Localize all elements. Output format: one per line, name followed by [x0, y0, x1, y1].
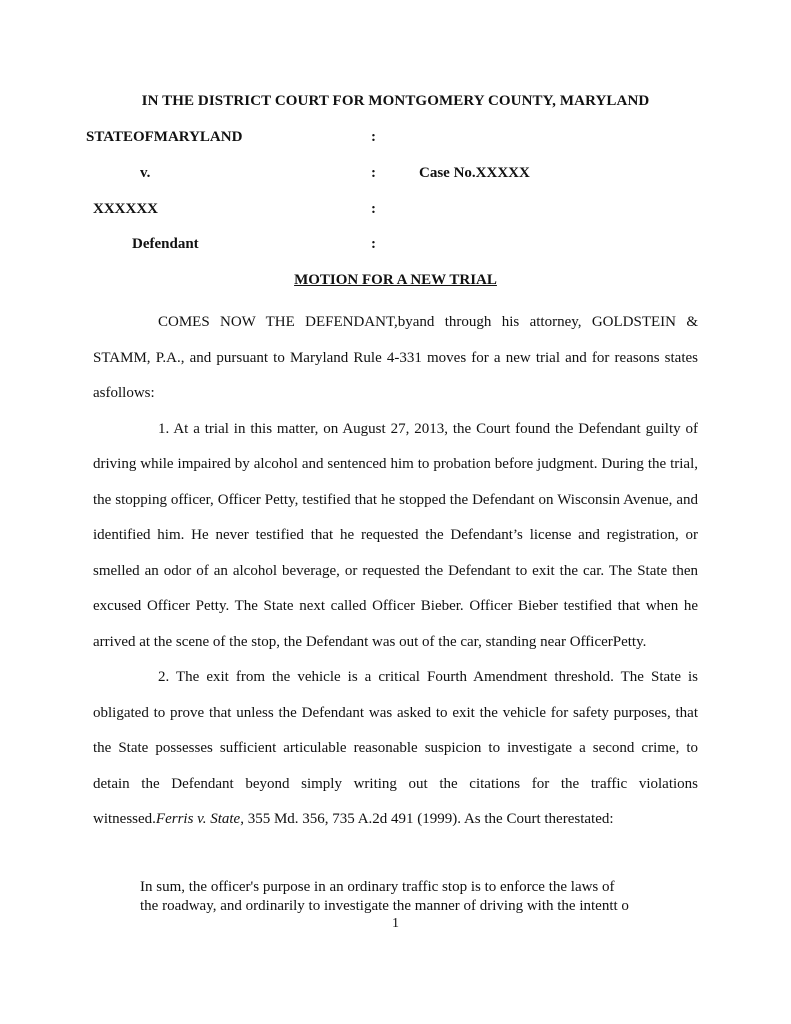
caption-separator: :	[371, 165, 376, 181]
case-number: Case No.XXXXX	[419, 165, 530, 181]
page-number: 1	[392, 916, 399, 931]
caption-row-defendant-label	[0, 236, 791, 256]
caption-row-defendant	[0, 201, 791, 221]
versus-label: v.	[140, 165, 151, 181]
caption-row-plaintiff	[0, 129, 791, 149]
paragraph-1: 1. At a trial in this matter, on August 27, 2013, the Court found the Defendant guilty of driving while impaired by alcohol and sentenced him to probation before judgment. During the trial, the stopping officer, Officer Petty, testified that he stopped the Defendant on Wisconsin Avenue, and identified him. He never testified that he requested the Defendant’s license and registration, or smelled an odor of an alcohol beverage, or requested the Defendant to exit the car. The State then excused Officer Petty. The State next called Officer Bieber. Officer Bieber testified that when he arrived at the scene of the stop, the Defendant was out of the car, standing near OfficerPetty.	[93, 420, 698, 650]
motion-body	[93, 305, 698, 838]
paragraph-2	[93, 660, 698, 838]
defendant-label: Defendant	[132, 236, 199, 252]
intro-paragraph: COMES NOW THE DEFENDANT,byand through his attorney, GOLDSTEIN & STAMM, P.A., and pursuant to Maryland Rule 4-331 moves for a new trial and for reasons states asfollows:	[93, 314, 698, 401]
paragraph-2-text: 2. The exit from the vehicle is a critical Fourth Amendment threshold. The State is obligated to prove that unless the Defendant was asked to exit the vehicle for safety purposes, that the State possesses sufficient articulable reasonable suspicion to investigate a second crime, to detain the Defendant beyond simply writing out the citations for the traffic violations witnessed.	[93, 669, 698, 827]
plaintiff-name: STATEOFMARYLAND	[86, 129, 243, 145]
quote-line-2: the roadway, and ordinarily to investigate the manner of driving with the intentt o	[140, 898, 629, 914]
caption-separator: :	[371, 236, 376, 252]
case-citation: Ferris v. State	[155, 811, 241, 827]
caption-separator: :	[371, 129, 376, 145]
motion-title: MOTION FOR A NEW TRIAL	[294, 272, 497, 288]
caption-row-versus	[0, 165, 791, 185]
court-heading: IN THE DISTRICT COURT FOR MONTGOMERY COUNTY, MARYLAND	[141, 93, 650, 109]
paragraph-2-citation: , 355 Md. 356, 735 A.2d 491 (1999). As the Court therestated:	[240, 811, 614, 827]
caption-separator: :	[371, 201, 376, 217]
quote-line-1: In sum, the officer's purpose in an ordinary traffic stop is to enforce the laws of	[140, 879, 615, 895]
defendant-name: XXXXXX	[93, 201, 158, 217]
block-quote	[140, 878, 660, 916]
